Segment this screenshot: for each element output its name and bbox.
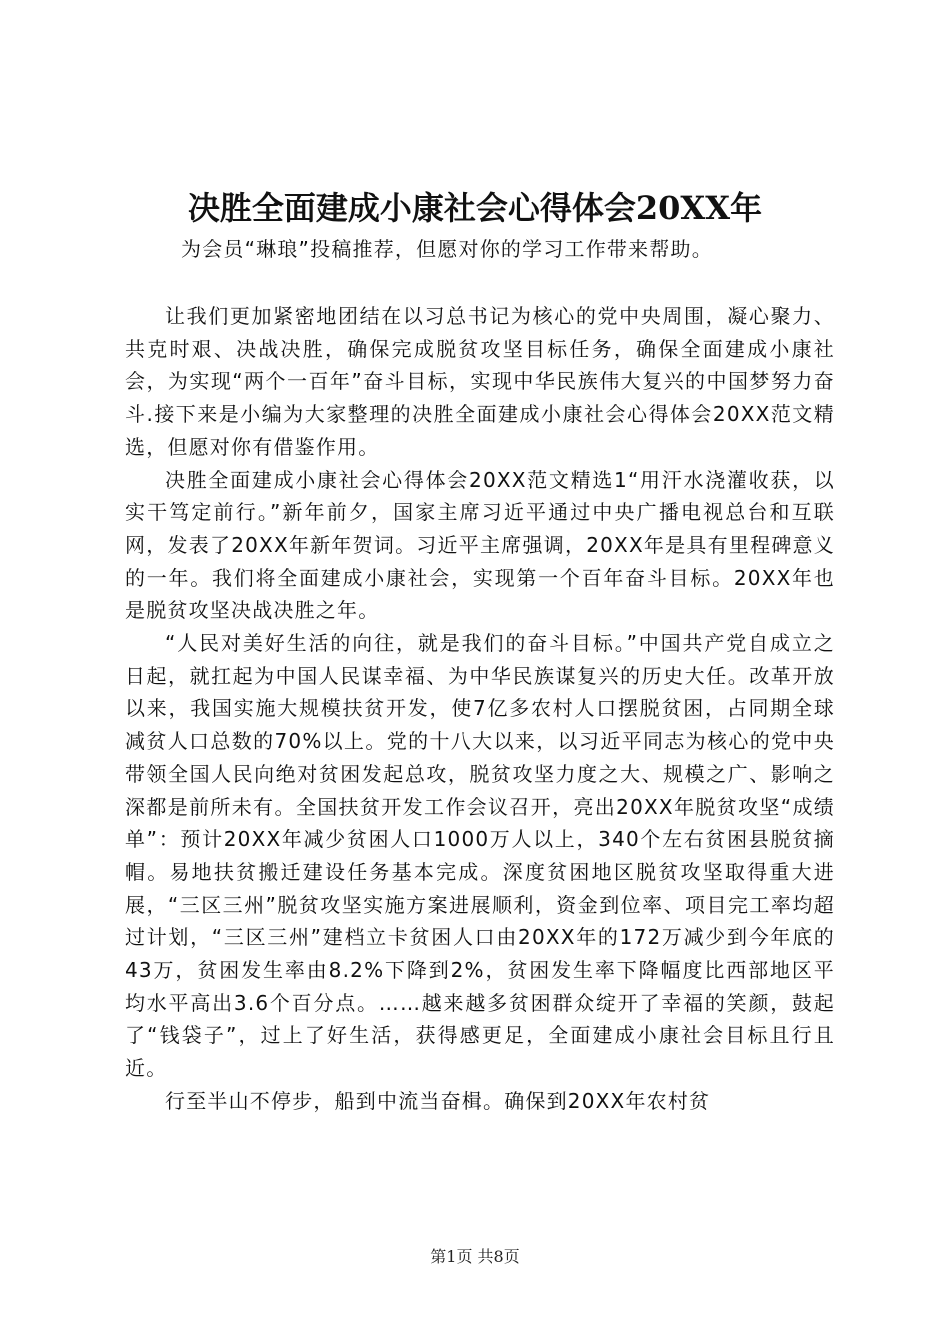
document-title: 决胜全面建成小康社会心得体会20XX年: [187, 189, 763, 227]
page-number-footer: 第1页 共8页: [430, 1247, 520, 1266]
paragraph-essay-1-opening: 决胜全面建成小康社会心得体会20XX范文精选1“用汗水浇灌收获，以实干笃定前行。”新年前夕，国家主席习近平通过中央广播电视总台和互联网，发表了20XX年新年贺词。习近平主席强调，20XX年是具有里程碑意义的一年。我们将全面建成小康社会，实现第一个百年奋斗目标。20XX年也是脱贫攻坚决战决胜之年。: [125, 467, 835, 623]
recommendation-note: 为会员“琳琅”投稿推荐，但愿对你的学习工作带来帮助。: [181, 237, 713, 261]
paragraph-intro: 让我们更加紧密地团结在以习总书记为核心的党中央周围，凝心聚力、共克时艰、决战决胜，确保完成脱贫攻坚目标任务，确保全面建成小康社会，为实现“两个一百年”奋斗目标，实现中华民族伟大复兴的中国梦努力奋斗.接下来是小编为大家整理的决胜全面建成小康社会心得体会20XX范文精选，但愿对你有借鉴作用。: [125, 304, 835, 459]
paragraph-poverty-alleviation: “人民对美好生活的向往，就是我们的奋斗目标。”中国共产党自成立之日起，就扛起为中国人民谋幸福、为中华民族谋复兴的历史大任。改革开放以来，我国实施大规模扶贫开发，使7亿多农村人口摆脱贫困，占同期全球减贫人口总数的70%以上。党的十八大以来，以习近平同志为核心的党中央带领全国人民向绝对贫困发起总攻，脱贫攻坚力度之大、规模之广、影响之深都是前所未有。全国扶贫开发工作会议召开，亮出20XX年脱贫攻坚“成绩单”：预计20XX年减少贫困人口1000万人以上，340个左右贫困县脱贫摘帽。易地扶贫搬迁建设任务基本完成。深度贫困地区脱贫攻坚取得重大进展，“三区三州”脱贫攻坚实施方案进展顺利，资金到位率、项目完工率均超过计划，“三区三州”建档立卡贫困人口由20XX年的172万减少到今年底的43万，贫困发生率由8.2%下降到2%，贫困发生率下降幅度比西部地区平均水平高出3.6个百分点。……越来越多贫困群众绽开了幸福的笑颜，鼓起了“钱袋子”，过上了好生活，获得感更足，全面建成小康社会目标且行且近。: [125, 631, 835, 1081]
document-body: [125, 300, 835, 1118]
paragraph-continuation: 行至半山不停步，船到中流当奋楫。确保到20XX年农村贫: [165, 1088, 711, 1113]
